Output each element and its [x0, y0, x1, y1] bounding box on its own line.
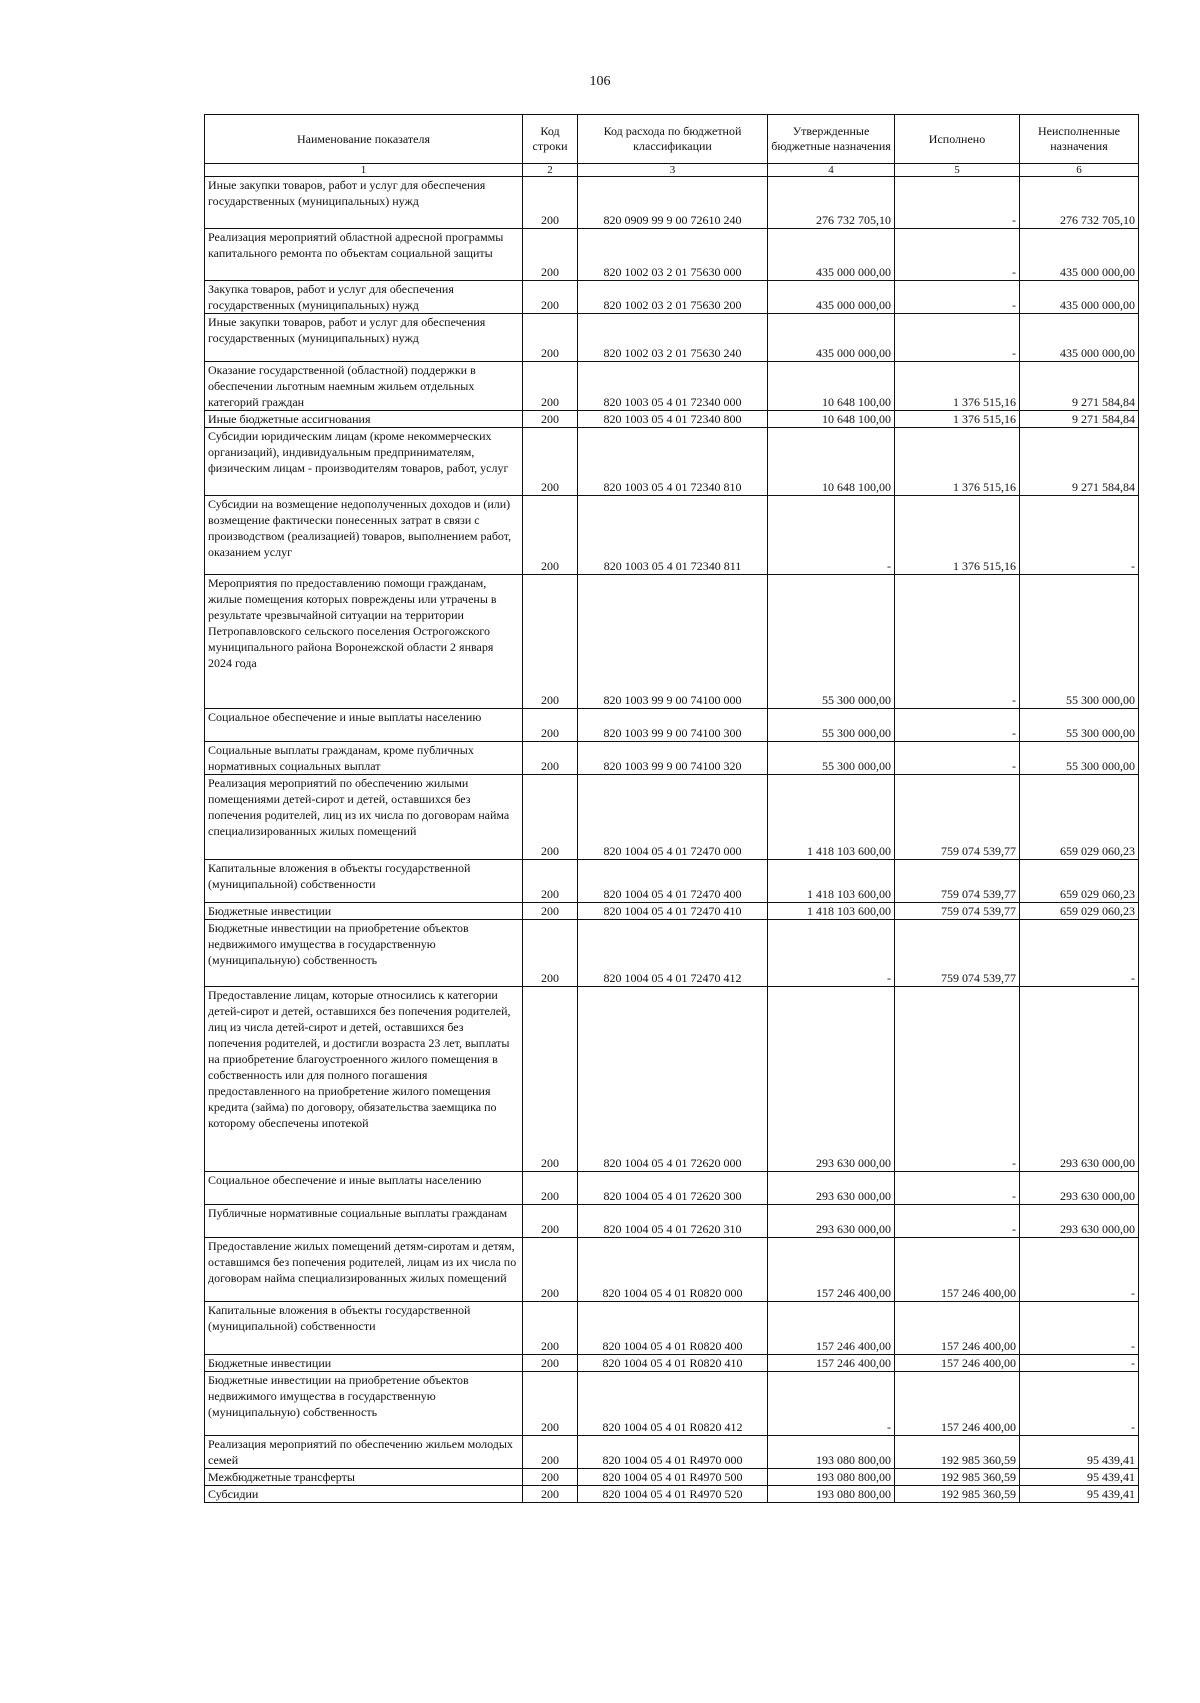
- row-line-code: 200: [523, 775, 578, 860]
- row-unexecuted: 293 630 000,00: [1020, 1172, 1139, 1205]
- column-number-row: [205, 164, 1139, 177]
- row-name: Публичные нормативные социальные выплаты гражданам: [205, 1205, 523, 1238]
- row-unexecuted: -: [1020, 1372, 1139, 1436]
- table-row: [205, 496, 1139, 575]
- row-executed: 192 985 360,59: [895, 1436, 1020, 1469]
- row-approved: 157 246 400,00: [768, 1302, 895, 1355]
- row-executed: 157 246 400,00: [895, 1355, 1020, 1372]
- table-row: [205, 177, 1139, 229]
- row-line-code: 200: [523, 575, 578, 709]
- row-executed: 157 246 400,00: [895, 1372, 1020, 1436]
- row-approved: -: [768, 1372, 895, 1436]
- row-line-code: 200: [523, 1355, 578, 1372]
- row-budget-code: 820 1004 05 4 01 72470 400: [578, 860, 768, 903]
- row-approved: 293 630 000,00: [768, 1172, 895, 1205]
- row-executed: -: [895, 987, 1020, 1172]
- column-header: Утвержденные бюджетные назначения: [768, 115, 895, 164]
- row-unexecuted: -: [1020, 1238, 1139, 1302]
- column-header: Наименование показателя: [205, 115, 523, 164]
- row-executed: -: [895, 709, 1020, 742]
- column-header: Исполнено: [895, 115, 1020, 164]
- row-approved: 55 300 000,00: [768, 575, 895, 709]
- row-budget-code: 820 1002 03 2 01 75630 200: [578, 281, 768, 314]
- table-row: [205, 1238, 1139, 1302]
- row-budget-code: 820 1004 05 4 01 72470 412: [578, 920, 768, 987]
- budget-execution-table: [204, 114, 1139, 1503]
- table-row: [205, 1355, 1139, 1372]
- row-line-code: 200: [523, 1172, 578, 1205]
- row-budget-code: 820 1003 05 4 01 72340 800: [578, 411, 768, 428]
- column-number: 6: [1020, 164, 1139, 177]
- row-name: Бюджетные инвестиции: [205, 1355, 523, 1372]
- row-line-code: 200: [523, 1436, 578, 1469]
- row-budget-code: 820 1003 05 4 01 72340 810: [578, 428, 768, 496]
- row-approved: 193 080 800,00: [768, 1436, 895, 1469]
- row-executed: 759 074 539,77: [895, 920, 1020, 987]
- row-executed: -: [895, 1205, 1020, 1238]
- row-name: Предоставление лицам, которые относились к категории детей-сирот и детей, оставшихся без попечения родителей, лиц из числа детей-сирот и детей, оставшихся без попечения родителей, и достигли возраста 23 лет, выплаты на приобретение благоустроенного жилого помещения в собственность или для полного погашения предоставленного на приобретение жилого помещения кредита (займа) по договору, обязательства заемщика по которому обеспечены ипотекой: [205, 987, 523, 1172]
- row-budget-code: 820 1004 05 4 01 72620 000: [578, 987, 768, 1172]
- row-unexecuted: 435 000 000,00: [1020, 229, 1139, 281]
- row-line-code: 200: [523, 1302, 578, 1355]
- row-approved: 55 300 000,00: [768, 742, 895, 775]
- row-approved: 293 630 000,00: [768, 987, 895, 1172]
- row-line-code: 200: [523, 987, 578, 1172]
- table-row: [205, 428, 1139, 496]
- row-executed: -: [895, 314, 1020, 362]
- row-line-code: 200: [523, 920, 578, 987]
- row-unexecuted: -: [1020, 920, 1139, 987]
- row-budget-code: 820 1003 05 4 01 72340 811: [578, 496, 768, 575]
- row-name: Реализация мероприятий по обеспечению жильем молодых семей: [205, 1436, 523, 1469]
- row-budget-code: 820 1003 05 4 01 72340 000: [578, 362, 768, 411]
- row-line-code: 200: [523, 903, 578, 920]
- row-unexecuted: 9 271 584,84: [1020, 428, 1139, 496]
- row-approved: 193 080 800,00: [768, 1486, 895, 1503]
- row-executed: 157 246 400,00: [895, 1302, 1020, 1355]
- column-number: 4: [768, 164, 895, 177]
- row-name: Реализация мероприятий по обеспечению жилыми помещениями детей-сирот и детей, оставшихся без попечения родителей, лиц из их числа по договорам найма специализированных жилых помещений: [205, 775, 523, 860]
- row-line-code: 200: [523, 362, 578, 411]
- row-unexecuted: 659 029 060,23: [1020, 903, 1139, 920]
- table-row: [205, 1436, 1139, 1469]
- table-row: [205, 411, 1139, 428]
- row-line-code: 200: [523, 1486, 578, 1503]
- row-name: Межбюджетные трансферты: [205, 1469, 523, 1486]
- row-budget-code: 820 1004 05 4 01 72470 000: [578, 775, 768, 860]
- row-budget-code: 820 1004 05 4 01 72470 410: [578, 903, 768, 920]
- row-unexecuted: -: [1020, 1302, 1139, 1355]
- table-row: [205, 1372, 1139, 1436]
- row-line-code: 200: [523, 177, 578, 229]
- row-name: Капитальные вложения в объекты государственной (муниципальной) собственности: [205, 860, 523, 903]
- row-name: Бюджетные инвестиции на приобретение объектов недвижимого имущества в государственную (муниципальную) собственность: [205, 1372, 523, 1436]
- table-row: [205, 742, 1139, 775]
- row-approved: 10 648 100,00: [768, 428, 895, 496]
- row-name: Социальное обеспечение и иные выплаты населению: [205, 1172, 523, 1205]
- row-unexecuted: 55 300 000,00: [1020, 575, 1139, 709]
- row-executed: -: [895, 1172, 1020, 1205]
- row-name: Иные бюджетные ассигнования: [205, 411, 523, 428]
- row-unexecuted: 435 000 000,00: [1020, 281, 1139, 314]
- row-budget-code: 820 1004 05 4 01 R0820 412: [578, 1372, 768, 1436]
- row-approved: 193 080 800,00: [768, 1469, 895, 1486]
- row-budget-code: 820 1003 99 9 00 74100 320: [578, 742, 768, 775]
- row-line-code: 200: [523, 1469, 578, 1486]
- column-number: 1: [205, 164, 523, 177]
- row-unexecuted: 55 300 000,00: [1020, 709, 1139, 742]
- row-approved: 435 000 000,00: [768, 314, 895, 362]
- column-header: Код расхода по бюджетной классификации: [578, 115, 768, 164]
- row-executed: -: [895, 742, 1020, 775]
- row-line-code: 200: [523, 709, 578, 742]
- row-approved: -: [768, 920, 895, 987]
- row-line-code: 200: [523, 229, 578, 281]
- row-line-code: 200: [523, 496, 578, 575]
- row-executed: -: [895, 281, 1020, 314]
- row-unexecuted: 435 000 000,00: [1020, 314, 1139, 362]
- row-executed: 1 376 515,16: [895, 496, 1020, 575]
- row-approved: 293 630 000,00: [768, 1205, 895, 1238]
- row-approved: 55 300 000,00: [768, 709, 895, 742]
- table-row: [205, 362, 1139, 411]
- row-approved: 276 732 705,10: [768, 177, 895, 229]
- row-unexecuted: -: [1020, 496, 1139, 575]
- row-executed: 759 074 539,77: [895, 903, 1020, 920]
- row-name: Мероприятия по предоставлению помощи гражданам, жилые помещения которых повреждены или утрачены в результате чрезвычайной ситуации на территории Петропавловского сельского поселения Острогожского муниципального района Воронежской области 2 января 2024 года: [205, 575, 523, 709]
- row-approved: 157 246 400,00: [768, 1238, 895, 1302]
- column-number: 2: [523, 164, 578, 177]
- row-line-code: 200: [523, 428, 578, 496]
- row-executed: 1 376 515,16: [895, 362, 1020, 411]
- row-budget-code: 820 1004 05 4 01 R4970 500: [578, 1469, 768, 1486]
- row-executed: -: [895, 229, 1020, 281]
- row-budget-code: 820 1004 05 4 01 72620 310: [578, 1205, 768, 1238]
- row-unexecuted: 9 271 584,84: [1020, 362, 1139, 411]
- row-budget-code: 820 1004 05 4 01 72620 300: [578, 1172, 768, 1205]
- table-row: [205, 229, 1139, 281]
- row-approved: 157 246 400,00: [768, 1355, 895, 1372]
- row-executed: 192 985 360,59: [895, 1469, 1020, 1486]
- column-number: 5: [895, 164, 1020, 177]
- row-name: Субсидии на возмещение недополученных доходов и (или) возмещение фактически понесенных затрат в связи с производством (реализацией) товаров, выполнением работ, оказанием услуг: [205, 496, 523, 575]
- page-number: 106: [589, 74, 611, 89]
- row-name: Бюджетные инвестиции: [205, 903, 523, 920]
- row-unexecuted: 276 732 705,10: [1020, 177, 1139, 229]
- table-row: [205, 775, 1139, 860]
- table-row: [205, 709, 1139, 742]
- row-executed: 1 376 515,16: [895, 411, 1020, 428]
- row-approved: 435 000 000,00: [768, 281, 895, 314]
- row-line-code: 200: [523, 1205, 578, 1238]
- row-budget-code: 820 0909 99 9 00 72610 240: [578, 177, 768, 229]
- row-unexecuted: 293 630 000,00: [1020, 987, 1139, 1172]
- row-line-code: 200: [523, 742, 578, 775]
- row-unexecuted: 659 029 060,23: [1020, 775, 1139, 860]
- row-approved: 1 418 103 600,00: [768, 860, 895, 903]
- table-row: [205, 575, 1139, 709]
- row-name: Иные закупки товаров, работ и услуг для обеспечения государственных (муниципальных) нужд: [205, 314, 523, 362]
- row-budget-code: 820 1004 05 4 01 R0820 410: [578, 1355, 768, 1372]
- row-executed: 1 376 515,16: [895, 428, 1020, 496]
- row-line-code: 200: [523, 411, 578, 428]
- row-executed: 759 074 539,77: [895, 860, 1020, 903]
- row-name: Бюджетные инвестиции на приобретение объектов недвижимого имущества в государственную (муниципальную) собственность: [205, 920, 523, 987]
- row-unexecuted: 95 439,41: [1020, 1469, 1139, 1486]
- row-budget-code: 820 1004 05 4 01 R4970 000: [578, 1436, 768, 1469]
- row-budget-code: 820 1004 05 4 01 R0820 400: [578, 1302, 768, 1355]
- table-row: [205, 860, 1139, 903]
- row-unexecuted: 95 439,41: [1020, 1436, 1139, 1469]
- row-name: Оказание государственной (областной) поддержки в обеспечении льготным наемным жильем отдельных категорий граждан: [205, 362, 523, 411]
- row-approved: 1 418 103 600,00: [768, 903, 895, 920]
- row-approved: 10 648 100,00: [768, 362, 895, 411]
- row-unexecuted: 293 630 000,00: [1020, 1205, 1139, 1238]
- table-row: [205, 987, 1139, 1172]
- row-line-code: 200: [523, 1238, 578, 1302]
- row-approved: 1 418 103 600,00: [768, 775, 895, 860]
- table-row: [205, 1469, 1139, 1486]
- row-name: Закупка товаров, работ и услуг для обеспечения государственных (муниципальных) нужд: [205, 281, 523, 314]
- row-name: Предоставление жилых помещений детям-сиротам и детям, оставшимся без попечения родителей, лицам из их числа по договорам найма специализированных жилых помещений: [205, 1238, 523, 1302]
- column-number: 3: [578, 164, 768, 177]
- table-row: [205, 281, 1139, 314]
- table-row: [205, 1205, 1139, 1238]
- row-approved: -: [768, 496, 895, 575]
- row-executed: -: [895, 575, 1020, 709]
- row-executed: 157 246 400,00: [895, 1238, 1020, 1302]
- row-name: Социальное обеспечение и иные выплаты населению: [205, 709, 523, 742]
- row-name: Субсидии: [205, 1486, 523, 1503]
- row-unexecuted: 95 439,41: [1020, 1486, 1139, 1503]
- row-budget-code: 820 1002 03 2 01 75630 000: [578, 229, 768, 281]
- row-unexecuted: 55 300 000,00: [1020, 742, 1139, 775]
- table-row: [205, 1486, 1139, 1503]
- row-executed: 192 985 360,59: [895, 1486, 1020, 1503]
- row-budget-code: 820 1004 05 4 01 R4970 520: [578, 1486, 768, 1503]
- row-budget-code: 820 1004 05 4 01 R0820 000: [578, 1238, 768, 1302]
- row-approved: 10 648 100,00: [768, 411, 895, 428]
- row-name: Реализация мероприятий областной адресной программы капитального ремонта по объектам социальной защиты: [205, 229, 523, 281]
- row-line-code: 200: [523, 314, 578, 362]
- row-approved: 435 000 000,00: [768, 229, 895, 281]
- row-executed: 759 074 539,77: [895, 775, 1020, 860]
- row-unexecuted: -: [1020, 1355, 1139, 1372]
- row-name: Иные закупки товаров, работ и услуг для обеспечения государственных (муниципальных) нужд: [205, 177, 523, 229]
- row-name: Субсидии юридическим лицам (кроме некоммерческих организаций), индивидуальным предпринимателям, физическим лицам - производителям товаров, работ, услуг: [205, 428, 523, 496]
- table-body: [205, 177, 1139, 1503]
- row-name: Капитальные вложения в объекты государственной (муниципальной) собственности: [205, 1302, 523, 1355]
- row-budget-code: 820 1002 03 2 01 75630 240: [578, 314, 768, 362]
- table-row: [205, 314, 1139, 362]
- column-header: Код строки: [523, 115, 578, 164]
- header-row: [205, 115, 1139, 164]
- column-header: Неисполненные назначения: [1020, 115, 1139, 164]
- row-budget-code: 820 1003 99 9 00 74100 000: [578, 575, 768, 709]
- table-row: [205, 1172, 1139, 1205]
- row-line-code: 200: [523, 860, 578, 903]
- row-unexecuted: 659 029 060,23: [1020, 860, 1139, 903]
- table-row: [205, 903, 1139, 920]
- row-line-code: 200: [523, 281, 578, 314]
- row-budget-code: 820 1003 99 9 00 74100 300: [578, 709, 768, 742]
- row-line-code: 200: [523, 1372, 578, 1436]
- row-name: Социальные выплаты гражданам, кроме публичных нормативных социальных выплат: [205, 742, 523, 775]
- table-row: [205, 920, 1139, 987]
- row-executed: -: [895, 177, 1020, 229]
- table-row: [205, 1302, 1139, 1355]
- row-unexecuted: 9 271 584,84: [1020, 411, 1139, 428]
